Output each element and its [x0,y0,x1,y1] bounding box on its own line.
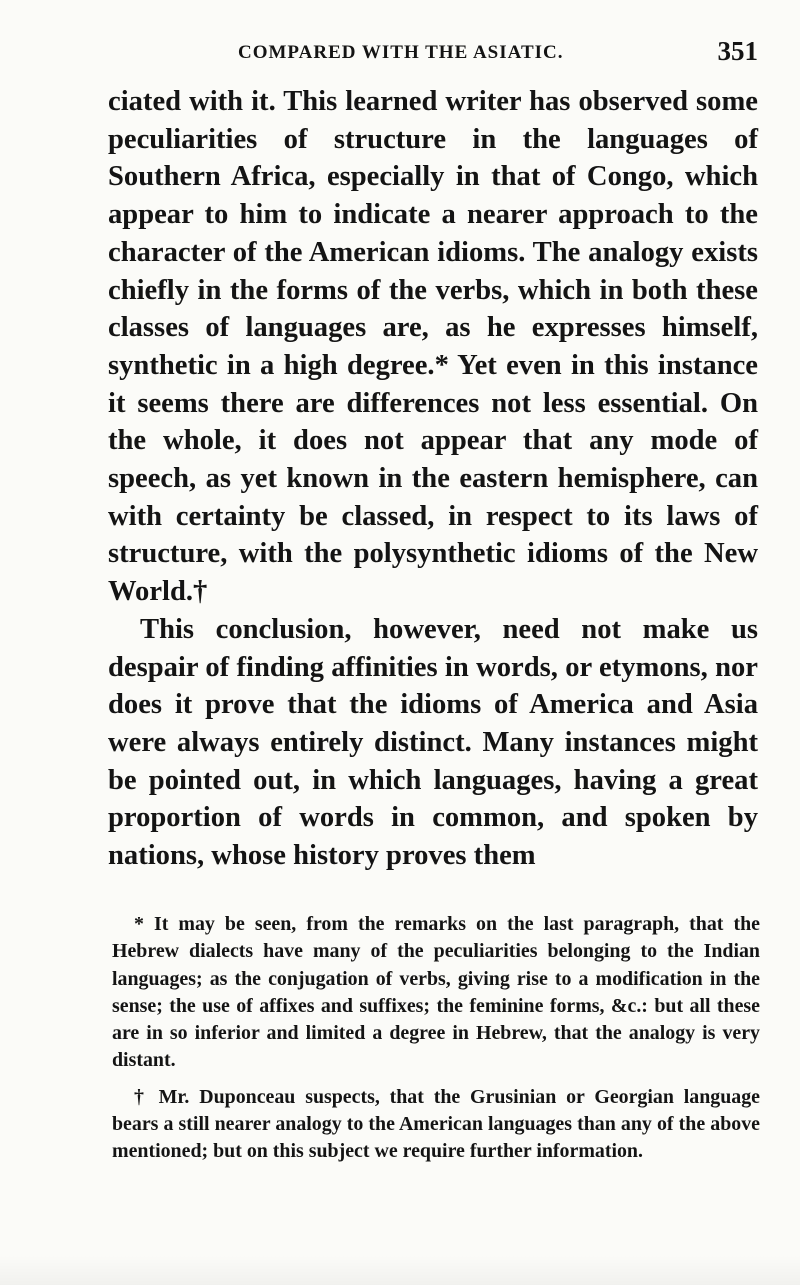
body-paragraph: This conclusion, however, need not make us despair of finding affinities in words, or etymons, nor does it prove that the idioms of America and Asia were always entirely distinct. Many instances might be pointed out, in which languages, having a great proportion of words in common, and spoken by nations, whose history proves them [108,613,758,872]
running-title: COMPARED WITH THE ASIATIC. [238,42,564,63]
running-head [108,36,758,70]
page-number: 351 [717,36,758,66]
main-text [108,83,758,883]
body-paragraph: ciated with it. This learned writer has observed some peculiarities of structure in the languages of Southern Africa, especially in that of Congo, which appear to him to indicate a nearer approach to the character of the American idioms. The analogy exists chiefly in the forms of the verbs, which in both these classes of languages are, as he expresses himself, synthetic in a high degree.* Yet even in this instance it seems there are differences not less essential. On the whole, it does not appear that any mode of speech, as yet known in the eastern hemisphere, can with certainty be classed, in respect to its laws of structure, with the polysynthetic idioms of the New World.† [108,86,758,608]
footnotes [112,911,760,1256]
page-edge-shadow [0,1255,800,1285]
footnote: * It may be seen, from the remarks on the last paragraph, that the Hebrew dialects have many of the peculiarities belonging to the Indian languages; as the conjugation of verbs, giving rise to a modification in the sense; the use of affixes and suffixes; the feminine forms, &c.: but all these are in so inferior and limited a degree in Hebrew, that the analogy is very distant. [112,913,760,1072]
footnote: † Mr. Duponceau suspects, that the Grusinian or Georgian language bears a still nearer analogy to the American languages than any of the above mentioned; but on this subject we require further information. [112,1085,760,1163]
